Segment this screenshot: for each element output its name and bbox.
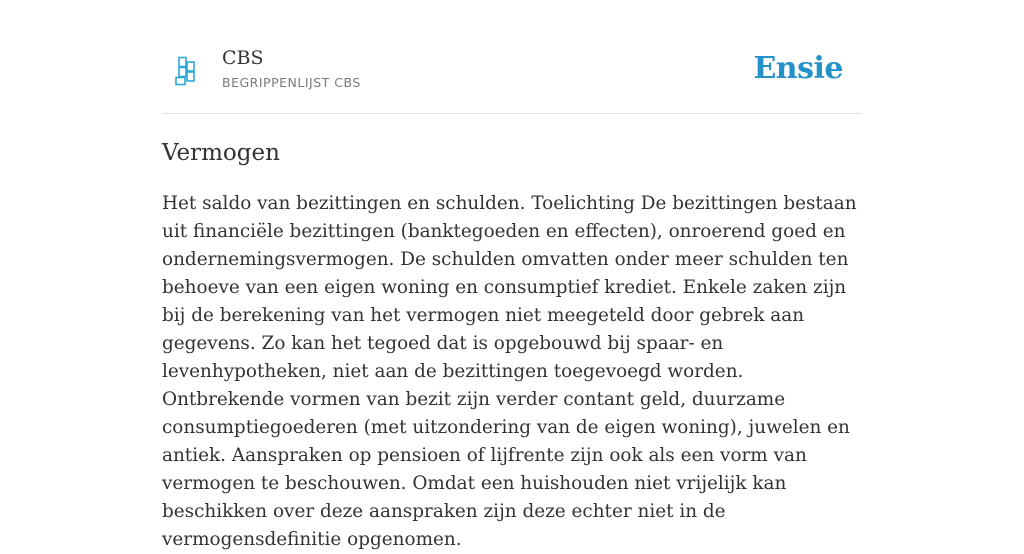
header <box>162 0 862 114</box>
term-definition: Het saldo van bezittingen en schulden. Toelichting De bezittingen bestaan uit financiële bezittingen (banktegoeden en effecten), onroerend goed en ondernemingsvermogen. De schulden omvatten onder meer schulden ten behoeve van een eigen woning en consumptief krediet. Enkele zaken zijn bij de berekening van het vermogen niet meegeteld door gebrek aan gegevens. Zo kan het tegoed dat is opgebouwd bij spaar- en levenhypotheken, niet aan de bezittingen toegevoegd worden. Ontbrekende vormen van bezit zijn verder contant geld, duurzame consumptiegoederen (met uitzondering van de eigen woning), juwelen en antiek. Aanspraken op pensioen of lijfrente zijn ook als een vorm van vermogen te beschouwen. Omdat een huishouden niet vrijelijk kan beschikken over deze aanspraken zijn deze echter niet in de vermogensdefinitie opgenomen. <box>162 193 857 550</box>
cbs-logo-icon <box>175 56 197 86</box>
term-title: Vermogen <box>162 140 280 166</box>
brand-logo[interactable]: Ensie <box>753 51 843 86</box>
source-subtitle: BEGRIPPENLIJST CBS <box>222 75 361 90</box>
source-name[interactable]: CBS <box>222 47 264 69</box>
